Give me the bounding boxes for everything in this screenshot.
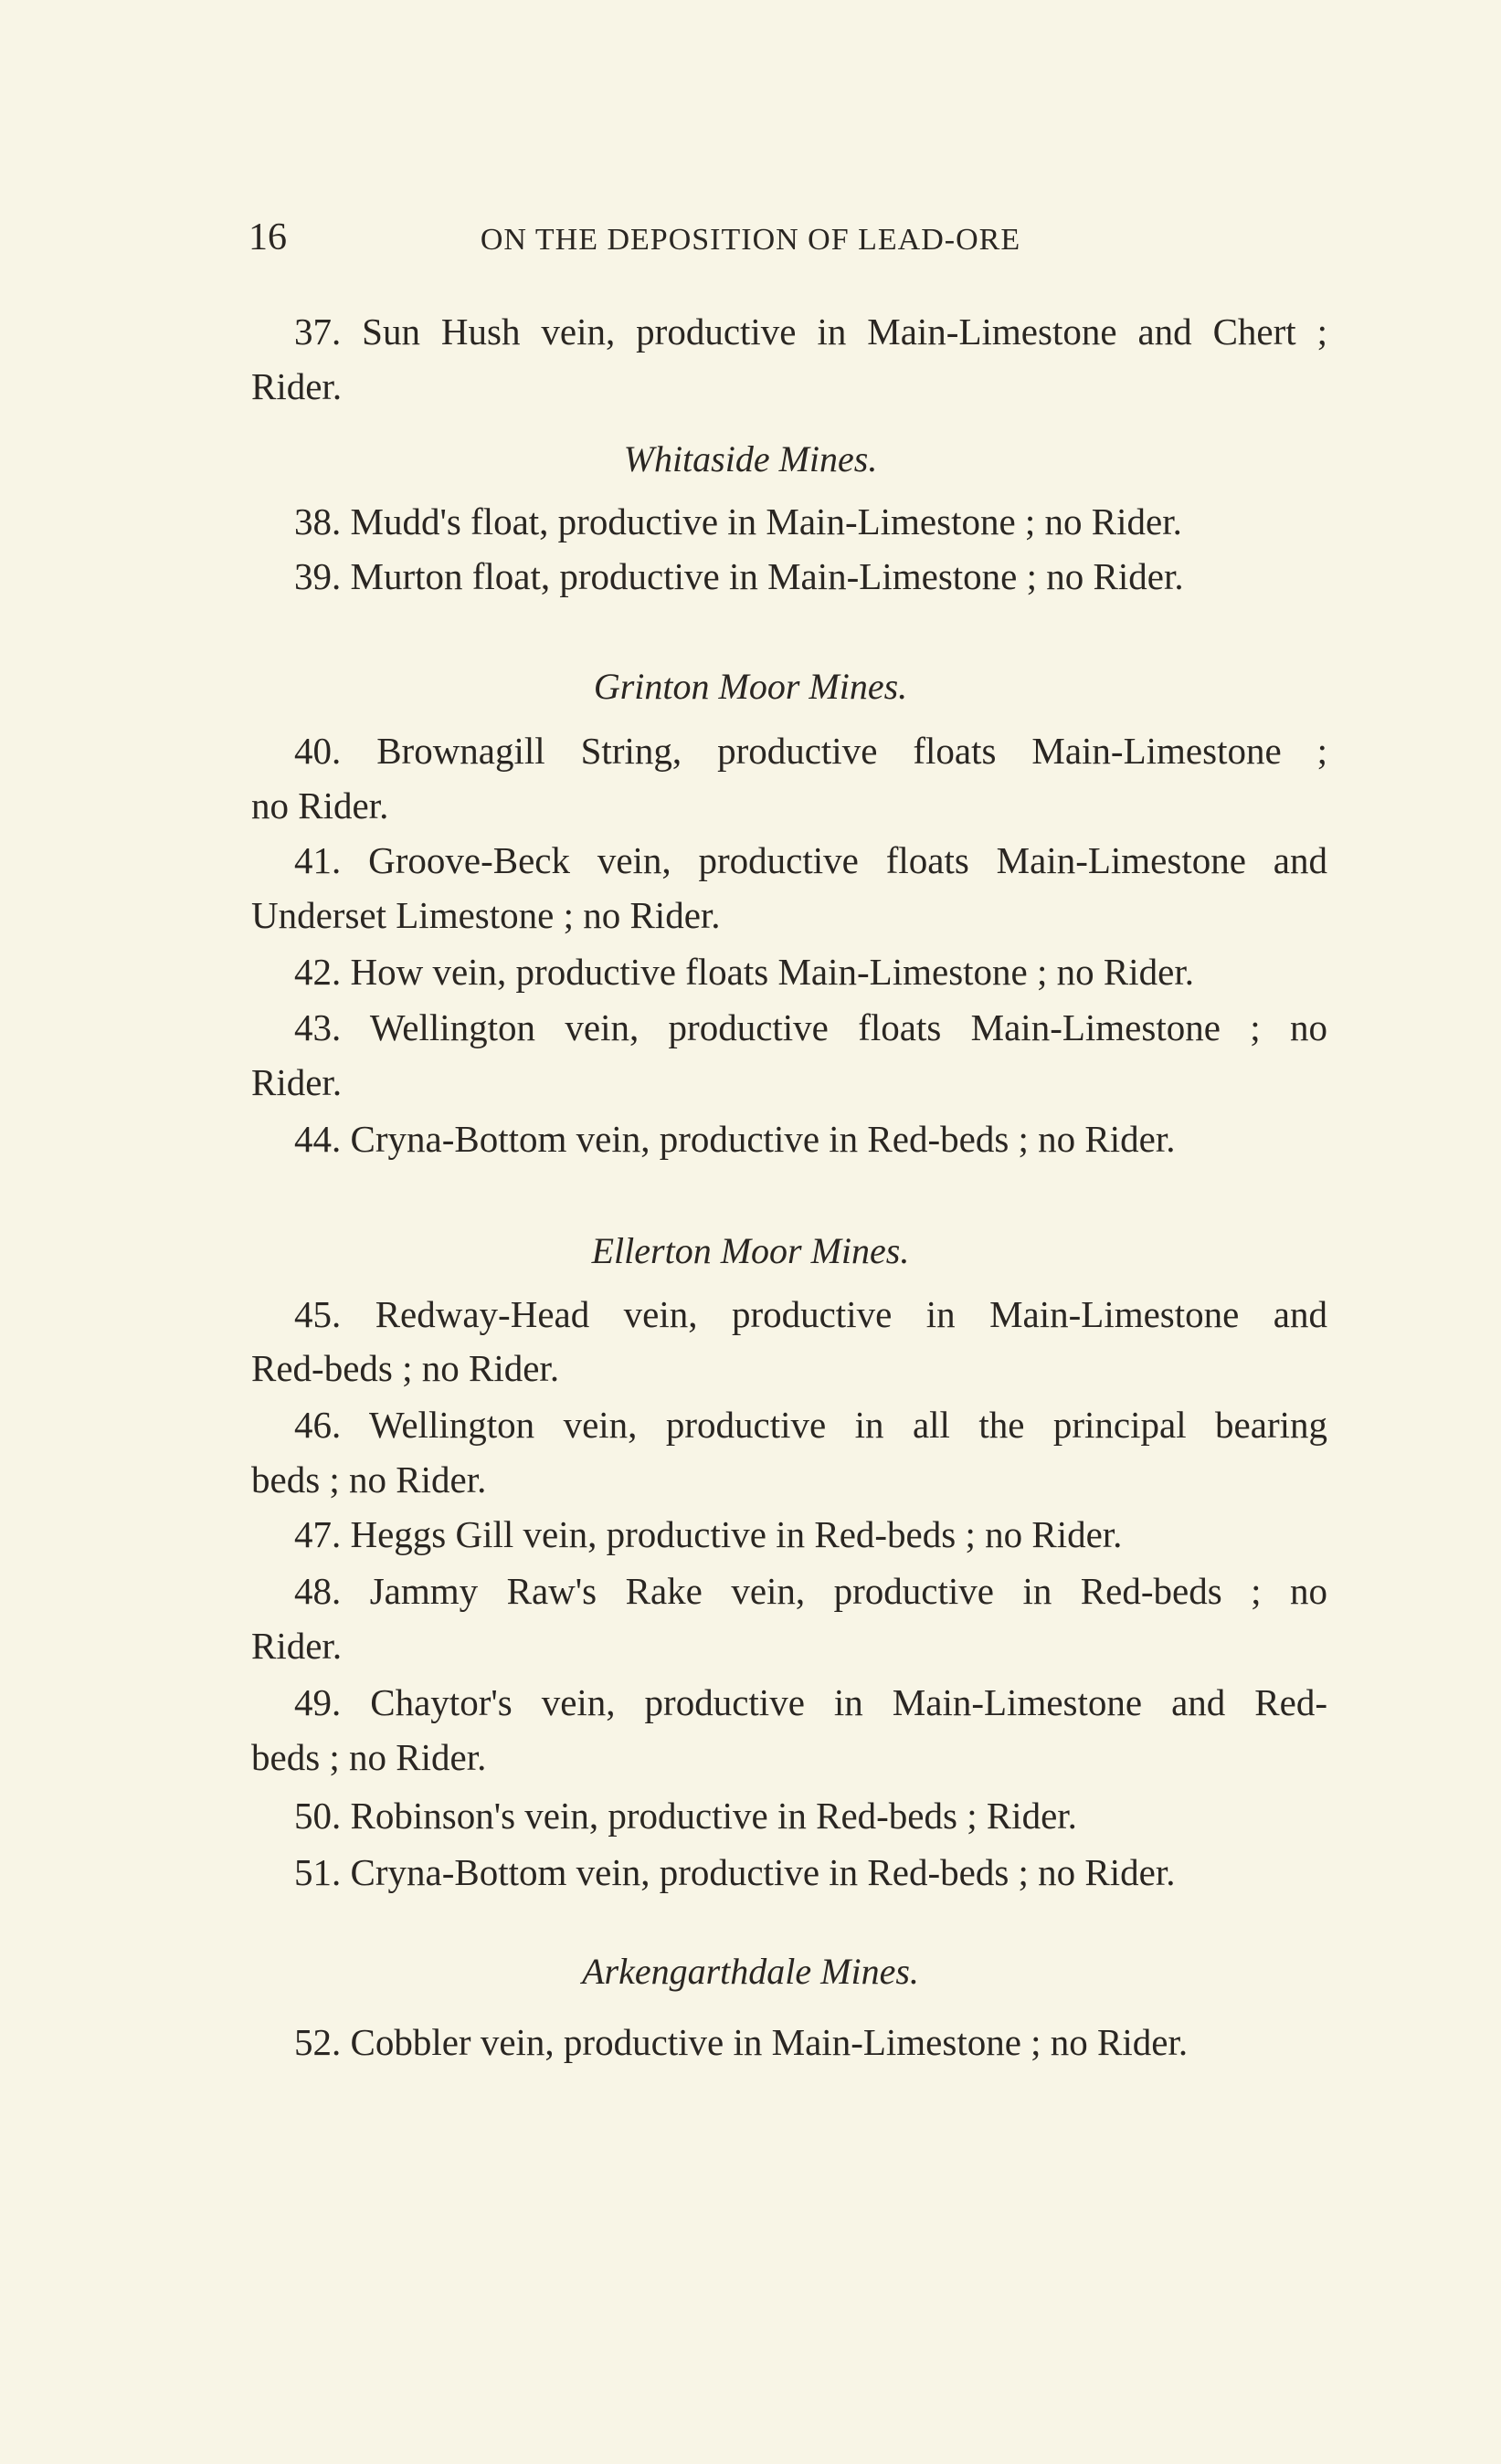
- entry-45-line-2: Red-beds ; no Rider.: [251, 1347, 560, 1389]
- entry-43-line-2: Rider.: [251, 1061, 343, 1103]
- page-number: 16: [248, 216, 287, 258]
- entry-37-line-1: 37. Sun Hush vein, productive in Main-Limestone and Chert ;: [294, 311, 1327, 353]
- entry-37-line-2: Rider.: [251, 365, 343, 407]
- entry-44: 44. Cryna-Bottom vein, productive in Red-beds ; no Rider.: [294, 1118, 1176, 1160]
- section-heading-whitaside: Whitaside Mines.: [623, 438, 878, 479]
- entry-48-line-2: Rider.: [251, 1625, 343, 1667]
- entry-51: 51. Cryna-Bottom vein, productive in Red-beds ; no Rider.: [294, 1851, 1176, 1893]
- entry-43-line-1: 43. Wellington vein, productive floats Main-Limestone ; no: [294, 1006, 1327, 1048]
- entry-42: 42. How vein, productive floats Main-Limestone ; no Rider.: [294, 951, 1194, 993]
- section-heading-grinton: Grinton Moor Mines.: [593, 666, 908, 707]
- entry-50: 50. Robinson's vein, productive in Red-beds ; Rider.: [294, 1795, 1077, 1837]
- entry-38: 38. Mudd's float, productive in Main-Limestone ; no Rider.: [294, 500, 1182, 542]
- entry-45-line-1: 45. Redway-Head vein, productive in Main-Limestone and: [294, 1293, 1327, 1335]
- section-heading-arkengarthdale: Arkengarthdale Mines.: [582, 1951, 919, 1992]
- section-heading-ellerton: Ellerton Moor Mines.: [591, 1230, 910, 1271]
- entry-39: 39. Murton float, productive in Main-Limestone ; no Rider.: [294, 555, 1184, 597]
- entry-40-line-2: no Rider.: [251, 784, 389, 827]
- entry-46-line-2: beds ; no Rider.: [251, 1458, 487, 1501]
- entry-41-line-1: 41. Groove-Beck vein, productive floats Main-Limestone and: [294, 839, 1327, 881]
- entry-49-line-2: beds ; no Rider.: [251, 1736, 487, 1778]
- entry-46-line-1: 46. Wellington vein, productive in all the principal bearing: [294, 1404, 1327, 1446]
- entry-40-line-1: 40. Brownagill String, productive floats Main-Limestone ;: [294, 730, 1327, 772]
- entry-52: 52. Cobbler vein, productive in Main-Limestone ; no Rider.: [294, 2021, 1189, 2063]
- entry-47: 47. Heggs Gill vein, productive in Red-beds ; no Rider.: [294, 1513, 1123, 1555]
- running-head: ON THE DEPOSITION OF LEAD-ORE: [480, 223, 1021, 257]
- entry-41-line-2: Underset Limestone ; no Rider.: [251, 894, 721, 936]
- entry-49-line-1: 49. Chaytor's vein, productive in Main-Limestone and Red-: [294, 1681, 1327, 1723]
- entry-48-line-1: 48. Jammy Raw's Rake vein, productive in Red-beds ; no: [294, 1570, 1327, 1612]
